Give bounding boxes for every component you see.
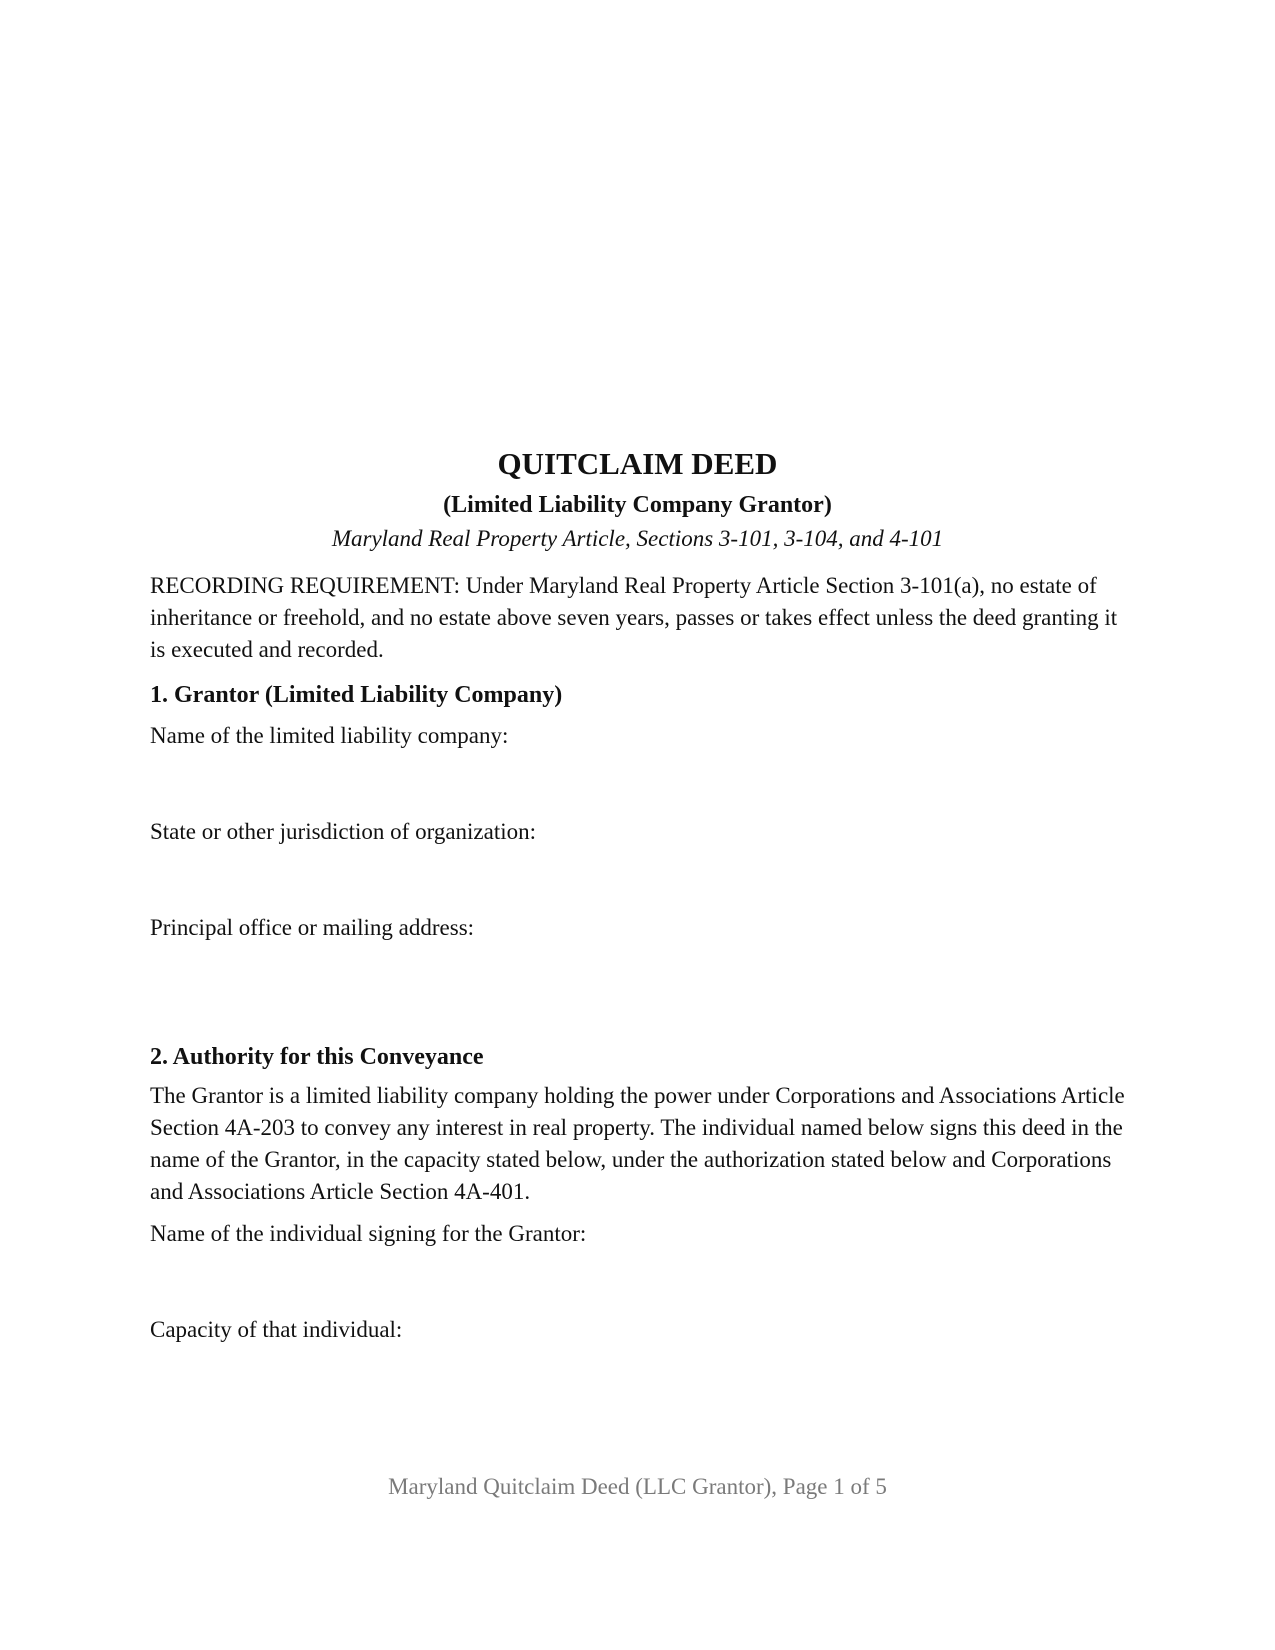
field-label-signer-name: Name of the individual signing for the Grantor:	[150, 1221, 587, 1246]
page-footer: Maryland Quitclaim Deed (LLC Grantor), Page 1 of 5	[388, 1474, 887, 1499]
document-title: QUITCLAIM DEED	[497, 446, 778, 481]
field-label-jurisdiction: State or other jurisdiction of organization:	[150, 819, 537, 844]
section-heading-grantor: 1. Grantor (Limited Liability Company)	[150, 682, 563, 708]
field-blank-signer-capacity[interactable]	[150, 1346, 1125, 1400]
authority-body: The Grantor is a limited liability company holding the power under Corporations and Associations Article Section 4A-203 to convey any interest in real property. The individual named below signs this deed in the name of the Grantor, in the capacity stated below, under the authorization stated below and Corporations and Associations Article Section 4A-401.	[150, 1083, 1125, 1204]
document-content	[150, 444, 1125, 1400]
section-heading-authority: 2. Authority for this Conveyance	[150, 1044, 484, 1070]
field-blank-address[interactable]	[150, 944, 1125, 1028]
field-label-signer-capacity: Capacity of that individual:	[150, 1317, 403, 1342]
document-subtitle: (Limited Liability Company Grantor)	[443, 492, 832, 518]
statute-citation: Maryland Real Property Article, Sections 3-101, 3-104, and 4-101	[331, 526, 944, 551]
recording-requirement: RECORDING REQUIREMENT: Under Maryland Real Property Article Section 3-101(a), no estate of inheritance or freehold, and no estate above seven years, passes or takes effect unless the deed granting it is executed and recorded.	[150, 573, 1118, 662]
field-blank-signer-name[interactable]	[150, 1250, 1125, 1304]
field-blank-llc-name[interactable]	[150, 752, 1125, 806]
section-authority	[150, 1042, 1125, 1400]
section-grantor	[150, 680, 1125, 1028]
field-label-llc-name: Name of the limited liability company:	[150, 723, 509, 748]
field-label-address: Principal office or mailing address:	[150, 915, 475, 940]
field-blank-jurisdiction[interactable]	[150, 848, 1125, 902]
